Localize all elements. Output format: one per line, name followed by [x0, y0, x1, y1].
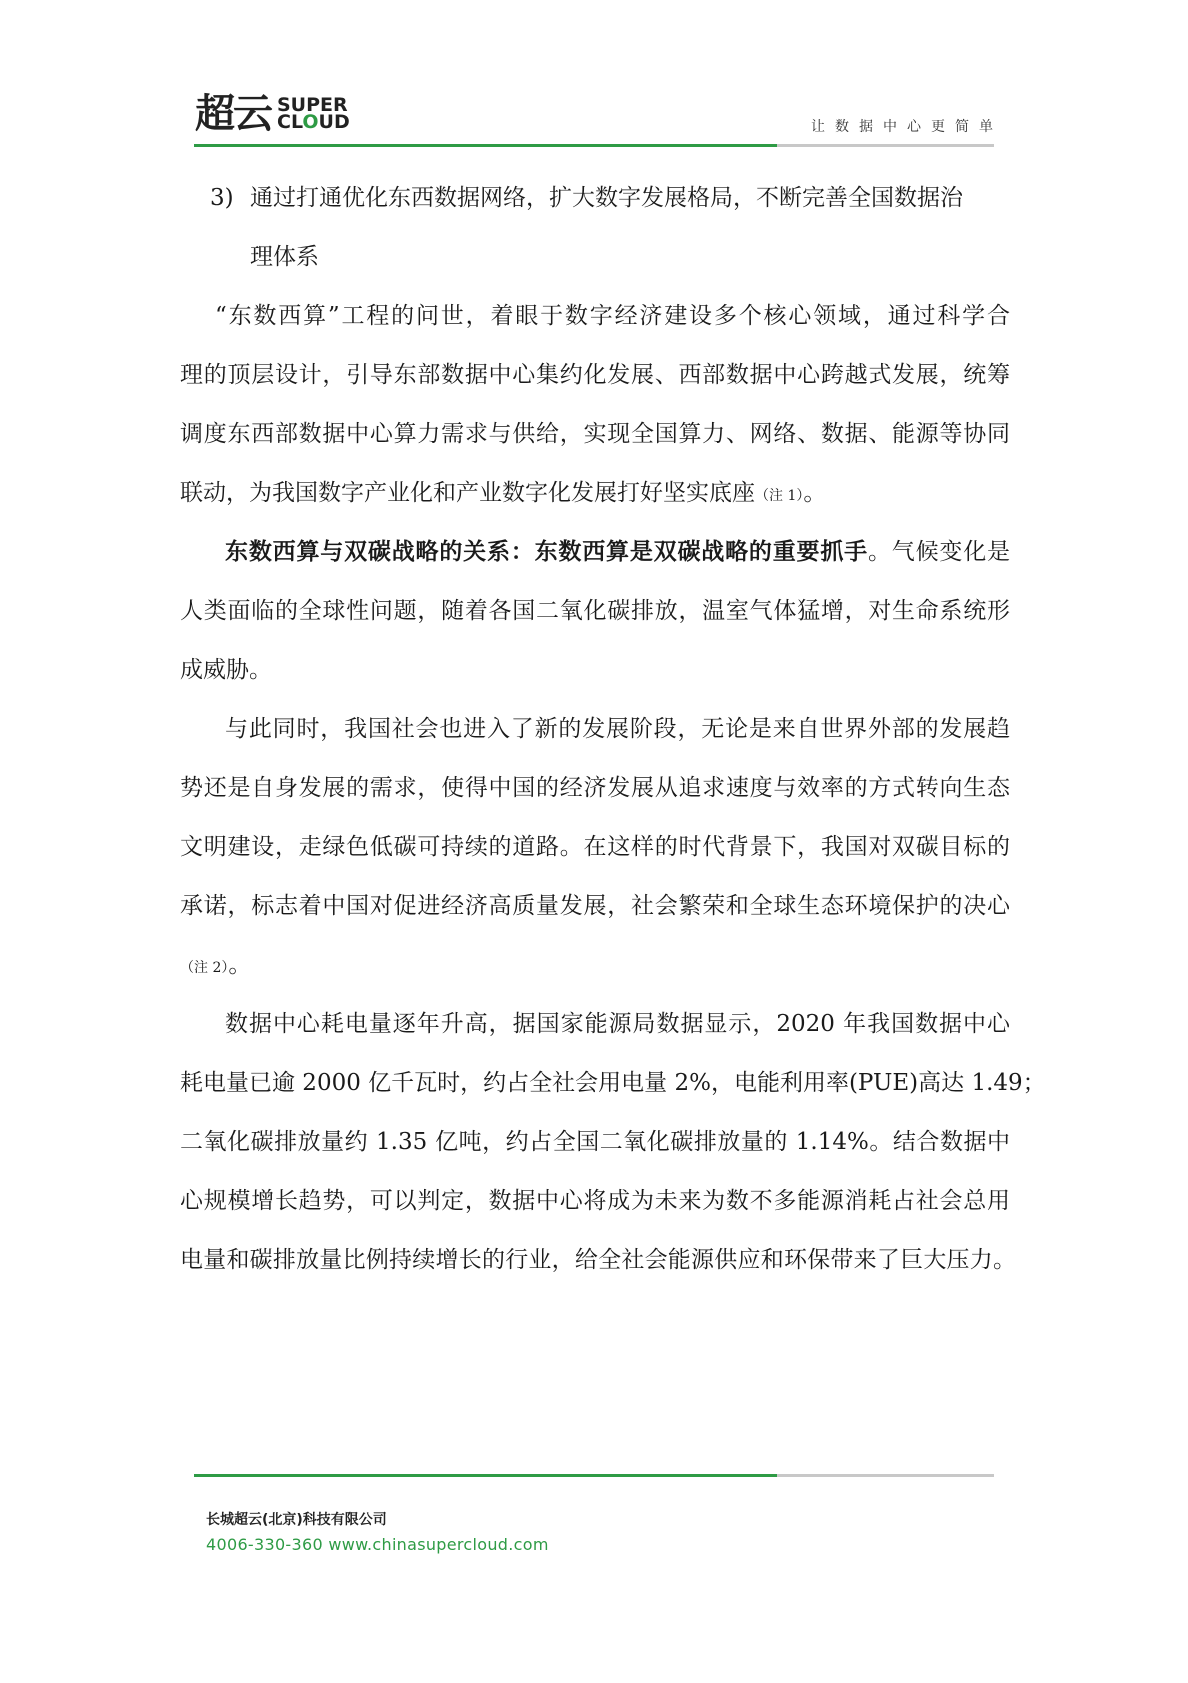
- footer-divider-gray: [777, 1474, 994, 1477]
- company-logo: [195, 93, 350, 135]
- paragraph-4-line-3: 二氧化碳排放量约 1.35 亿吨，约占全国二氧化碳排放量的 1.14%。结合数据中: [180, 1129, 1010, 1155]
- list-item-3-line-2: 理体系: [250, 244, 319, 270]
- paragraph-1-last-text: 联动，为我国数字产业化和产业数字化发展打好坚实底座: [180, 480, 755, 506]
- paragraph-4-line-1: 数据中心耗电量逐年升高，据国家能源局数据显示，2020 年我国数据中心: [225, 1011, 1010, 1037]
- paragraph-2-line-2: 人类面临的全球性问题，随着各国二氧化碳排放，温室气体猛增，对生命系统形: [180, 598, 1010, 624]
- list-item-3-marker: 3): [210, 185, 234, 211]
- footer-contact: 4006-330-360 www.chinasupercloud.com: [206, 1535, 549, 1554]
- paragraph-4-line-4: 心规模增长趋势，可以判定，数据中心将成为未来为数不多能源消耗占社会总用: [180, 1188, 1010, 1214]
- paragraph-3-line-5: [180, 950, 251, 983]
- paragraph-4-line-5: 电量和碳排放量比例持续增长的行业，给全社会能源供应和环保带来了巨大压力。: [180, 1247, 1016, 1273]
- logo-chinese: 超云: [195, 91, 271, 137]
- paragraph-1-end: 。: [803, 480, 827, 506]
- header-divider-gray: [777, 144, 994, 147]
- paragraph-2-line-3: 成威胁。: [180, 657, 272, 683]
- paragraph-3-line-2: 势还是自身发展的需求，使得中国的经济发展从追求速度与效率的方式转向生态: [180, 775, 1010, 801]
- paragraph-1-line-3: 调度东西部数据中心算力需求与供给，实现全国算力、网络、数据、能源等协同: [180, 421, 1010, 447]
- logo-english-top: SUPER: [277, 94, 348, 116]
- paragraph-2-line-1: [225, 537, 1010, 567]
- paragraph-3-line-3: 文明建设，走绿色低碳可持续的道路。在这样的时代背景下，我国对双碳目标的: [180, 834, 1010, 860]
- header-slogan: 让数据中心更简单: [811, 119, 1003, 135]
- footer-divider-green: [194, 1474, 777, 1477]
- paragraph-2-bold-heading: 东数西算与双碳战略的关系：东数西算是双碳战略的重要抓手: [225, 538, 868, 565]
- paragraph-1-line-1: “东数西算”工程的问世，着眼于数字经济建设多个核心领域，通过科学合: [215, 303, 1010, 329]
- logo-english-bottom-a: CL: [277, 111, 303, 133]
- paragraph-1-line-4: [180, 478, 826, 511]
- footnote-ref-1: （注 1）: [755, 488, 804, 504]
- footer-company-name: 长城超云(北京)科技有限公司: [206, 1512, 387, 1528]
- paragraph-3-line-1: 与此同时，我国社会也进入了新的发展阶段，无论是来自世界外部的发展趋: [225, 716, 1010, 742]
- footnote-ref-2: （注 2）: [180, 960, 229, 976]
- logo-english: [277, 94, 350, 133]
- footer-divider: [194, 1474, 994, 1477]
- paragraph-3-end: 。: [228, 952, 252, 978]
- list-item-3-line-1: 通过打通优化东西数据网络，扩大数字发展格局，不断完善全国数据治: [250, 185, 963, 211]
- header-divider-green: [194, 144, 777, 147]
- paragraph-2-line-1-rest: 。气候变化是: [867, 539, 1010, 565]
- paragraph-3-line-4: 承诺，标志着中国对促进经济高质量发展，社会繁荣和全球生态环境保护的决心: [180, 893, 1010, 919]
- logo-english-bottom-b: UD: [318, 111, 350, 133]
- header-divider: [194, 144, 994, 147]
- paragraph-1-line-2: 理的顶层设计，引导东部数据中心集约化发展、西部数据中心跨越式发展，统筹: [180, 362, 1010, 388]
- paragraph-4-line-2: 耗电量已逾 2000 亿千瓦时，约占全社会用电量 2%，电能利用率(PUE)高达 1.49；: [180, 1070, 1046, 1096]
- logo-cloud-o: O: [302, 111, 319, 133]
